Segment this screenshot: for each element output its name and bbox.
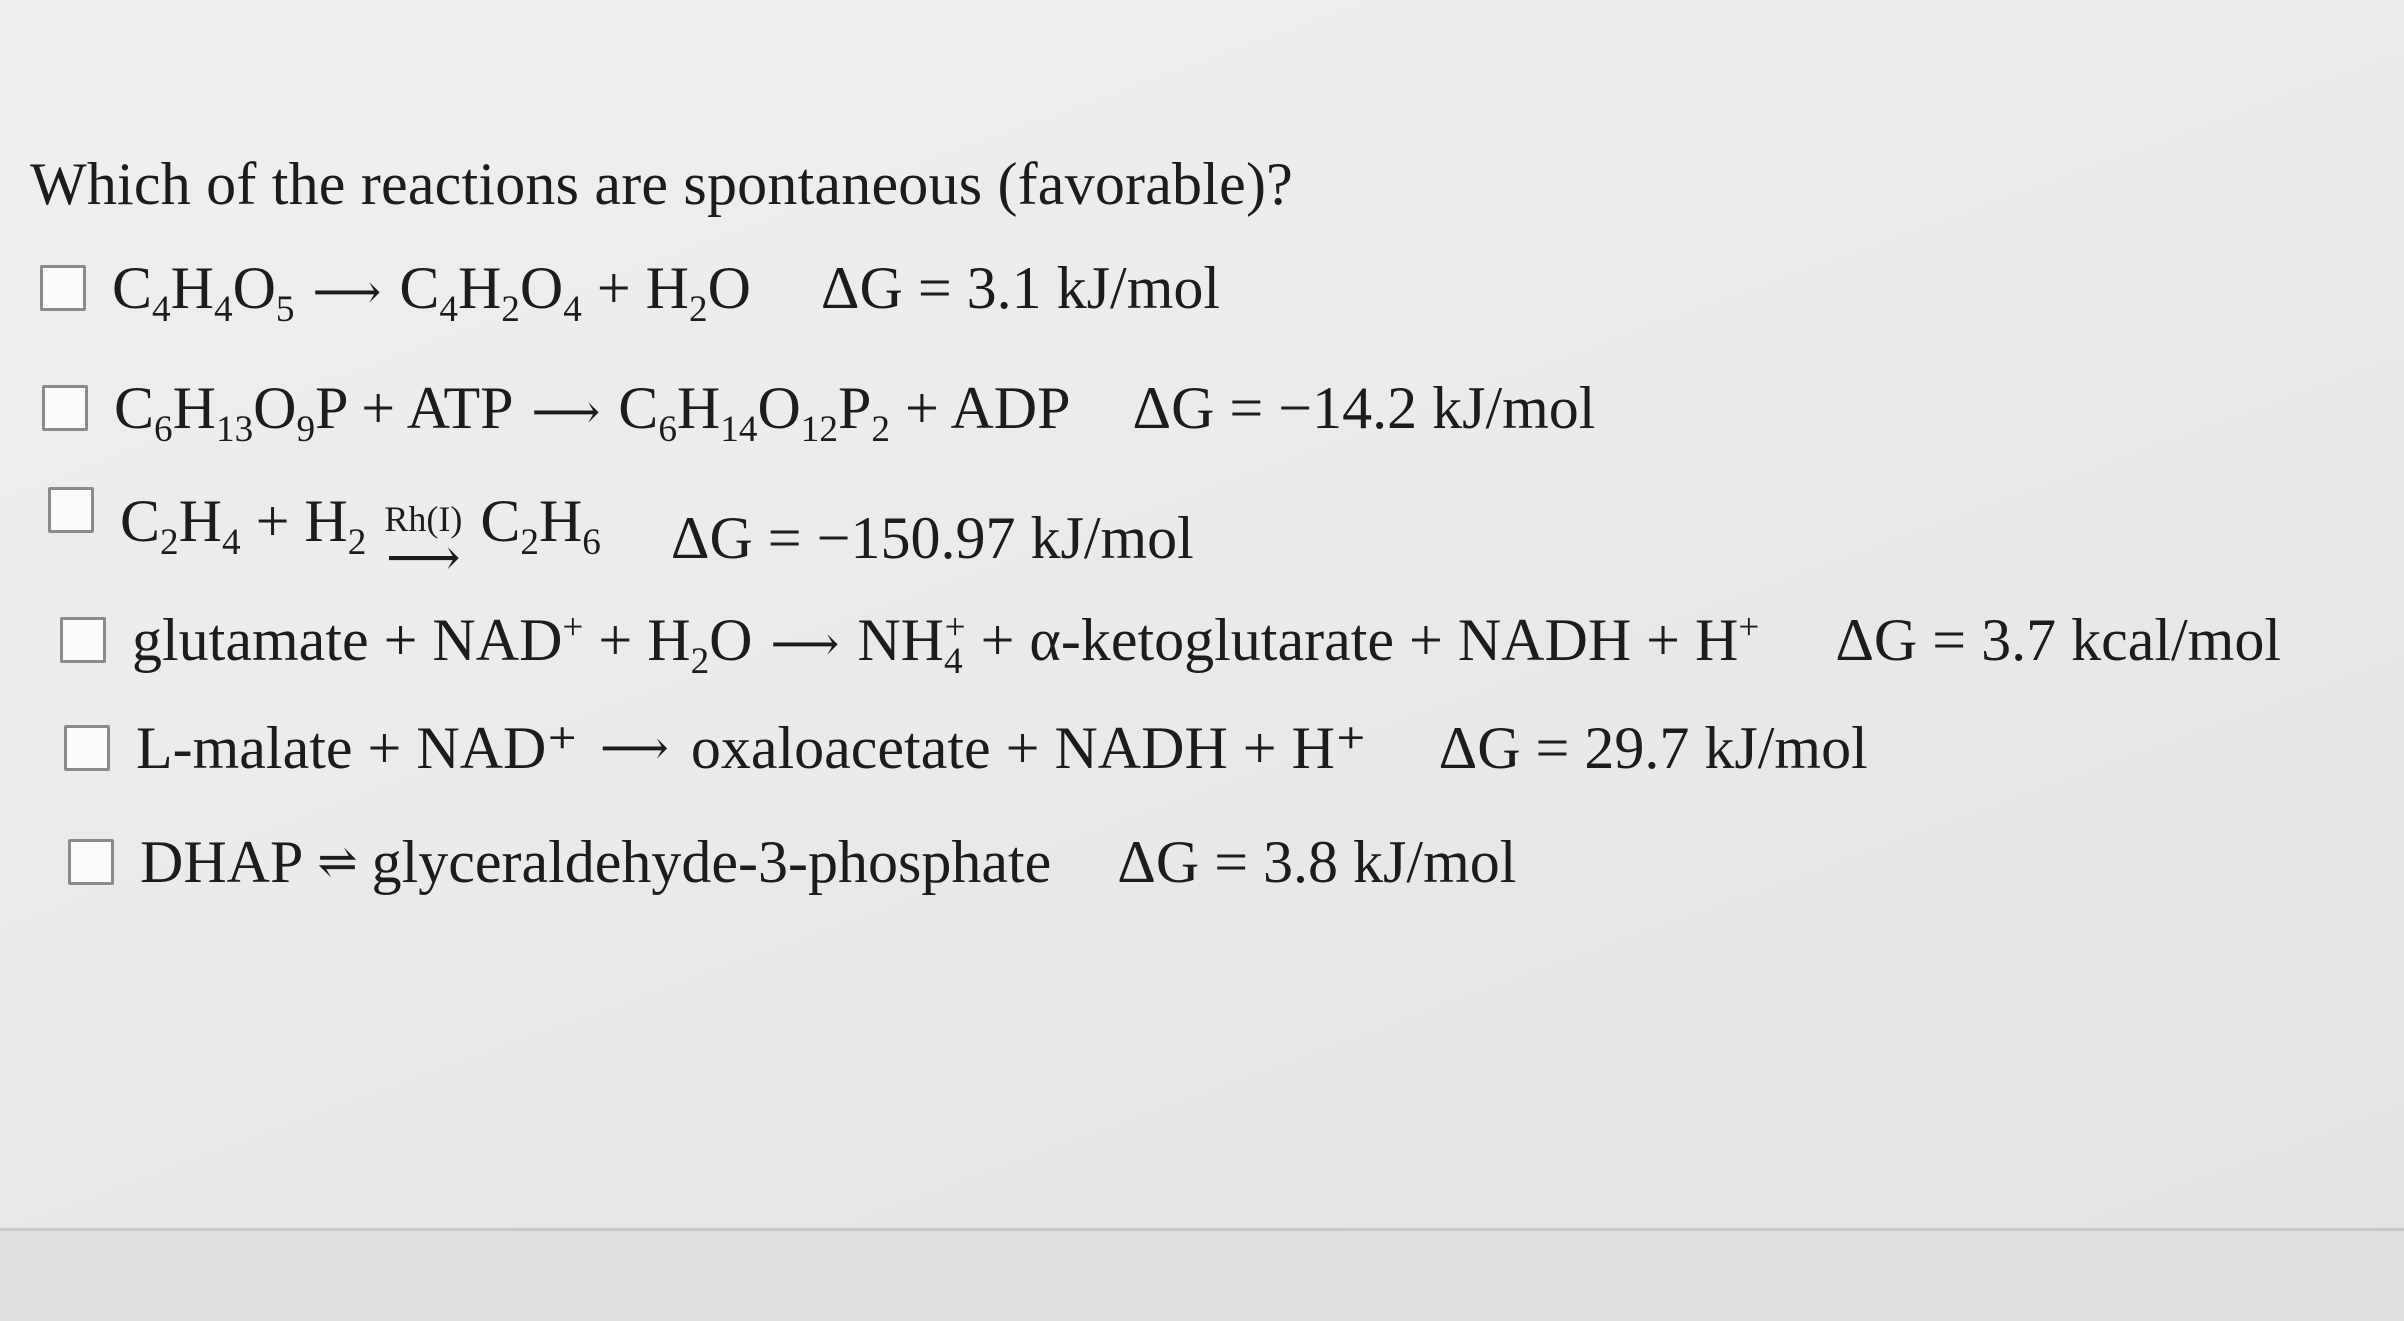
option-5 [64, 708, 1868, 788]
option-4 [60, 600, 2281, 680]
option-5-reactants: L-malate + NAD⁺ [136, 715, 579, 781]
option-3-equation: $C_2H_4 + H_2$ Rh(I) ⟶ $C_2H_6$ [120, 488, 601, 587]
option-2-equation: $C_6H_{13}O_9P$ + ATP ⟶ $C_6H_{14}O_{12}P_2$ + ADP [114, 374, 1071, 450]
option-6-product: glyceraldehyde-3-phosphate [371, 828, 1052, 895]
option-1-equation: $C_4H_4O_5$ ⟶ $C_4H_2O_4 + H_2O$ [112, 254, 751, 330]
option-2 [42, 368, 1595, 448]
option-2-checkbox[interactable] [42, 385, 88, 431]
equilibrium-arrow-icon: ⇌ [317, 836, 358, 889]
option-6-checkbox[interactable] [68, 839, 114, 885]
option-4-delta-g: ΔG = 3.7 kcal/mol [1835, 606, 2282, 673]
option-1-delta-g: ΔG = 3.1 kJ/mol [820, 254, 1221, 321]
option-4-checkbox[interactable] [60, 617, 106, 663]
option-6 [68, 822, 1516, 902]
reaction-arrow-icon: ⟶ [600, 722, 669, 775]
option-1 [40, 248, 1220, 328]
reaction-arrow-icon: ⟶ [531, 385, 601, 439]
option-5-delta-g: ΔG = 29.7 kJ/mol [1438, 714, 1868, 781]
option-6-delta-g: ΔG = 3.8 kJ/mol [1117, 828, 1517, 895]
catalyst-label: Rh(I) [384, 499, 463, 539]
catalyzed-arrow [384, 499, 463, 587]
question-text: Which of the reactions are spontaneous (favorable)? [30, 151, 1293, 217]
option-3-delta-g: ΔG = −150.97 kJ/mol [670, 504, 1194, 571]
reaction-arrow-icon: ⟶ [312, 265, 382, 319]
reaction-arrow-icon: ⟶ [386, 530, 461, 587]
option-5-products: oxaloacetate + NADH + H⁺ [690, 715, 1367, 781]
option-2-delta-g: ΔG = −14.2 kJ/mol [1132, 374, 1596, 441]
option-3 [48, 488, 1194, 587]
option-4-equation: glutamate + $NAD^+ + H_2O$ ⟶ $NH_4^+$ + α-ketoglutarate + NADH + H+ [132, 606, 1760, 682]
reaction-arrow-icon: ⟶ [770, 617, 840, 671]
option-5-checkbox[interactable] [64, 725, 110, 771]
option-1-checkbox[interactable] [40, 265, 86, 311]
footer-strip [0, 1231, 2404, 1321]
option-3-checkbox[interactable] [48, 487, 94, 533]
option-6-reactant: DHAP [140, 828, 304, 895]
